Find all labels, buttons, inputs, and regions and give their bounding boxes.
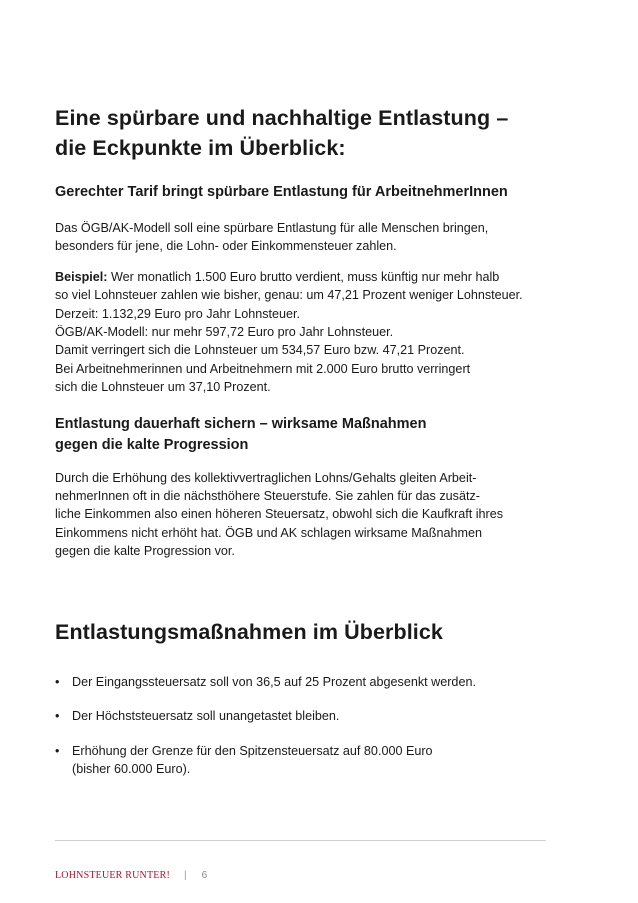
progression-line: liche Einkommen also einen höheren Steuersatz, obwohl sich die Kaufkraft ihres: [55, 507, 504, 522]
progression-paragraph: [55, 469, 555, 561]
subheading-tarif: Gerechter Tarif bringt spürbare Entlastung für ArbeitnehmerInnen: [55, 184, 508, 200]
list-item-text: Der Höchststeuersatz soll unangetastet bleiben.: [72, 709, 340, 724]
example-label: Beispiel:: [55, 269, 108, 284]
subheading-progression-line-1: Entlastung dauerhaft sichern – wirksame Maßnahmen: [55, 415, 427, 432]
subheading-progression: [55, 414, 555, 456]
list-item: [55, 742, 555, 779]
main-heading-line-2: die Eckpunkte im Überblick:: [55, 136, 346, 160]
measures-heading: Entlastungsmaßnahmen im Überblick: [55, 619, 443, 644]
page-footer: [55, 869, 207, 883]
page-number: 6: [201, 870, 208, 881]
list-item-text: Erhöhung der Grenze für den Spitzensteuersatz auf 80.000 Euro: [72, 743, 433, 758]
main-heading: [55, 103, 555, 163]
list-item: [55, 707, 555, 725]
bullet-icon: •: [55, 743, 60, 758]
example-line: sich die Lohnsteuer um 37,10 Prozent.: [55, 380, 271, 395]
example-first-line-text: Wer monatlich 1.500 Euro brutto verdient, muss künftig nur mehr halb: [107, 269, 500, 284]
progression-line: Einkommens nicht erhöht hat. ÖGB und AK schlagen wirksame Maßnahmen: [55, 525, 482, 540]
progression-line: Durch die Erhöhung des kollektivvertraglichen Lohns/Gehalts gleiten Arbeit-: [55, 470, 477, 485]
example-paragraph: [55, 268, 555, 397]
footer-separator: |: [183, 870, 187, 881]
list-item-text: Der Eingangssteuersatz soll von 36,5 auf 25 Prozent abgesenkt werden.: [72, 674, 476, 689]
example-first-line: [55, 268, 555, 286]
page-content: [55, 103, 555, 794]
example-line: ÖGB/AK-Modell: nur mehr 597,72 Euro pro Jahr Lohnsteuer.: [55, 325, 394, 340]
list-item: [55, 673, 555, 691]
intro-line: besonders für jene, die Lohn- oder Einkommensteuer zahlen.: [55, 239, 397, 254]
subheading-progression-line-2: gegen die kalte Progression: [55, 436, 249, 453]
bullet-icon: •: [55, 709, 60, 724]
list-item-text: (bisher 60.000 Euro).: [72, 761, 191, 776]
bullet-icon: •: [55, 674, 60, 689]
progression-line: nehmerInnen oft in die nächsthöhere Steuerstufe. Sie zahlen für das zusätz-: [55, 489, 480, 504]
footer-divider: [55, 840, 546, 841]
main-heading-line-1: Eine spürbare und nachhaltige Entlastung –: [55, 106, 509, 130]
example-line: Derzeit: 1.132,29 Euro pro Jahr Lohnsteuer.: [55, 306, 301, 321]
intro-paragraph: [55, 219, 555, 256]
progression-line: gegen die kalte Progression vor.: [55, 544, 235, 559]
example-line: Bei Arbeitnehmerinnen und Arbeitnehmern mit 2.000 Euro brutto verringert: [55, 361, 471, 376]
intro-line: Das ÖGB/AK-Modell soll eine spürbare Entlastung für alle Menschen bringen,: [55, 221, 489, 235]
example-line: Damit verringert sich die Lohnsteuer um 534,57 Euro bzw. 47,21 Prozent.: [55, 343, 465, 358]
example-line: so viel Lohnsteuer zahlen wie bisher, genau: um 47,21 Prozent weniger Lohnsteuer.: [55, 288, 523, 303]
measures-list: [55, 673, 555, 779]
footer-brand: LOHNSTEUER RUNTER!: [55, 870, 170, 881]
